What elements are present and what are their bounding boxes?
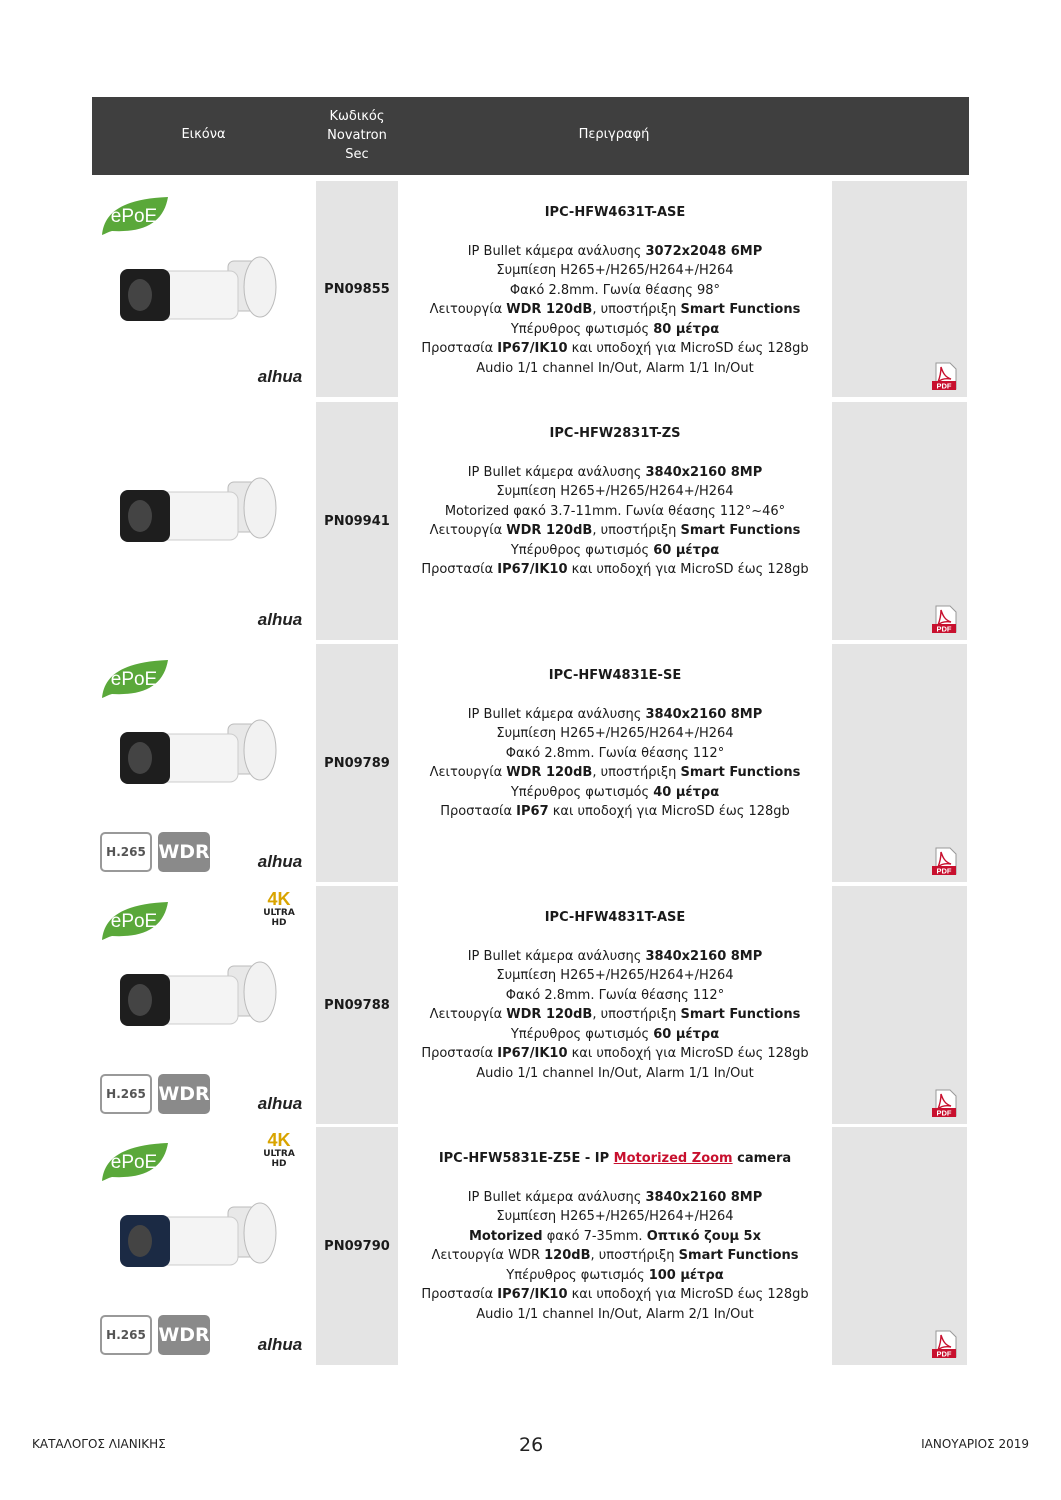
spec-segment: και υποδοχή για MicroSD έως 128gb — [567, 341, 809, 356]
spec-line — [402, 763, 828, 783]
spec-segment: Υπέρυθρος φωτισμός — [510, 1026, 654, 1042]
product-row — [92, 181, 969, 397]
header-code — [315, 107, 399, 164]
spec-line — [402, 966, 828, 986]
spec-line — [402, 1246, 828, 1266]
svg-text:PDF: PDF — [936, 381, 952, 391]
pdf-icon[interactable] — [929, 1329, 959, 1359]
ultra-hd-label: ULTRA HD — [263, 908, 295, 928]
header-description: Περιγραφή — [578, 127, 650, 142]
header-code-line1: Κωδικός — [329, 109, 385, 124]
spec-segment: WDR 120dB — [506, 765, 593, 780]
wdr-label: WDR — [158, 1083, 210, 1105]
model-name: IPC-HFW4831E-SE — [548, 668, 682, 683]
4k-label: 4K — [267, 889, 291, 909]
wdr-label: WDR — [158, 841, 210, 863]
table-header — [92, 97, 969, 175]
bullet-camera-icon — [110, 702, 290, 812]
spec-line — [402, 502, 828, 522]
h265-badge — [100, 1315, 152, 1355]
spec-segment: Προστασία — [421, 562, 498, 577]
spec-line — [402, 300, 828, 320]
product-code: PN09788 — [316, 886, 398, 1124]
spec-segment: Υπέρυθρος φωτισμός — [510, 784, 654, 800]
spec-segment: Συμπίεση H265+/H265/H264+/H264 — [496, 968, 734, 983]
product-description — [402, 644, 828, 882]
product-description — [402, 886, 828, 1124]
spec-segment: 3072x2048 6MP — [645, 243, 763, 259]
spec-line — [402, 1188, 828, 1208]
svg-text:ePoE: ePoE — [110, 911, 158, 932]
pdf-icon[interactable] — [929, 604, 959, 634]
spec-line — [402, 1064, 828, 1084]
spec-segment: φακό 7-35mm. — [542, 1228, 647, 1244]
spec-line — [402, 541, 828, 561]
spec-segment: Motorized — [468, 1228, 543, 1244]
epoe-leaf-icon — [98, 896, 172, 944]
spec-segment: Προστασία — [421, 1287, 498, 1302]
dahua-logo-text: alhua — [257, 1335, 303, 1354]
spec-segment: και υποδοχή για MicroSD έως 128gb — [567, 1287, 809, 1302]
spec-segment: Λειτουργία — [429, 765, 507, 780]
spec-segment: Audio 1/1 channel In/Out, Alarm 2/1 In/Out — [476, 1306, 754, 1322]
footer-page-number: 26 — [519, 1434, 544, 1456]
4k-label: 4K — [267, 1130, 291, 1150]
product-image-cell — [92, 181, 315, 397]
bullet-camera-icon — [110, 944, 290, 1054]
dahua-logo-text: alhua — [257, 610, 303, 629]
product-row — [92, 886, 969, 1124]
product-model — [402, 908, 828, 928]
dahua-logo-text: alhua — [257, 1094, 303, 1113]
spec-segment: Smart Functions — [678, 1248, 799, 1263]
header-code-line2: Novatron — [327, 128, 387, 143]
h265-label: H.265 — [106, 845, 146, 859]
spec-segment: 60 μέτρα — [653, 1026, 720, 1042]
spec-line — [402, 802, 828, 822]
pdf-icon[interactable] — [929, 846, 959, 876]
spec-line — [402, 1207, 828, 1227]
epoe-leaf-icon — [98, 1137, 172, 1185]
spec-segment: 40 μέτρα — [653, 784, 720, 800]
spec-line — [402, 1266, 828, 1286]
motorized-zoom-link[interactable]: Motorized Zoom — [613, 1151, 733, 1166]
spec-segment: Οπτικό ζουμ 5x — [646, 1228, 761, 1244]
product-model — [402, 1149, 828, 1169]
spec-segment: IP Bullet κάμερα ανάλυσης — [467, 706, 646, 722]
spec-line — [402, 463, 828, 483]
svg-text:ePoE: ePoE — [110, 1152, 158, 1173]
spec-line — [402, 744, 828, 764]
spec-segment: Συμπίεση H265+/H265/H264+/H264 — [496, 726, 734, 741]
spec-segment: Συμπίεση H265+/H265/H264+/H264 — [496, 1209, 734, 1224]
spec-line — [402, 521, 828, 541]
model-suffix: camera — [732, 1151, 792, 1166]
product-description — [402, 402, 828, 640]
spec-segment: Προστασία — [421, 341, 498, 356]
spec-segment: Φακό 2.8mm. Γωνία θέασης 98° — [509, 282, 721, 298]
spec-segment: Λειτουργία — [429, 1007, 507, 1022]
dahua-logo — [251, 1094, 309, 1116]
spec-line — [402, 705, 828, 725]
spec-line — [402, 1025, 828, 1045]
datasheet-cell — [832, 644, 967, 882]
product-image-cell — [92, 644, 315, 882]
spec-segment: 60 μέτρα — [653, 542, 720, 558]
dahua-logo — [251, 610, 309, 632]
h265-label: H.265 — [106, 1328, 146, 1342]
product-image-cell — [92, 1127, 315, 1365]
product-description — [402, 1127, 828, 1365]
header-code-line3: Sec — [345, 147, 369, 162]
spec-line — [402, 281, 828, 301]
spec-segment: IP67/IK10 — [497, 1287, 568, 1302]
ultra-hd-label: ULTRA HD — [263, 1149, 295, 1169]
wdr-label: WDR — [158, 1324, 210, 1346]
dahua-logo-text: alhua — [257, 367, 303, 386]
bullet-camera-icon — [110, 239, 290, 349]
bullet-camera-icon — [110, 1185, 290, 1295]
pdf-icon[interactable] — [929, 361, 959, 391]
spec-segment: και υποδοχή για MicroSD έως 128gb — [567, 1046, 809, 1061]
spec-segment: IP Bullet κάμερα ανάλυσης — [467, 1189, 646, 1205]
spec-segment: , υποστήριξη — [592, 765, 681, 780]
spec-line — [402, 560, 828, 580]
spec-segment: IP67 — [516, 804, 549, 819]
spec-segment: IP67/IK10 — [497, 562, 568, 577]
spec-line — [402, 482, 828, 502]
spec-segment: Λειτουργία — [429, 302, 507, 317]
spec-line — [402, 261, 828, 281]
h265-badge — [100, 832, 152, 872]
model-name: IPC-HFW2831T-ZS — [549, 426, 681, 441]
wdr-badge — [158, 1074, 210, 1114]
spec-segment: IP Bullet κάμερα ανάλυσης — [467, 948, 646, 964]
footer-right: ΙΑΝΟΥΑΡΙΟΣ 2019 — [921, 1437, 1029, 1451]
datasheet-cell — [832, 1127, 967, 1365]
svg-text:PDF: PDF — [936, 1349, 952, 1359]
product-row — [92, 402, 969, 640]
spec-segment: 3840x2160 8MP — [645, 464, 763, 480]
spec-segment: Υπέρυθρος φωτισμός — [510, 321, 654, 337]
spec-line — [402, 1285, 828, 1305]
spec-segment: , υποστήριξη — [592, 302, 681, 317]
epoe-leaf-icon — [98, 654, 172, 702]
product-model — [402, 424, 828, 444]
spec-segment: και υποδοχή για MicroSD έως 128gb — [548, 804, 790, 819]
wdr-badge — [158, 832, 210, 872]
spec-line — [402, 242, 828, 262]
dahua-logo — [251, 1335, 309, 1357]
spec-segment: Συμπίεση H265+/H265/H264+/H264 — [496, 263, 734, 278]
svg-text:ePoE: ePoE — [110, 206, 158, 227]
product-code: PN09789 — [316, 644, 398, 882]
epoe-leaf-icon — [98, 191, 172, 239]
spec-segment: Φακό 2.8mm. Γωνία θέασης 112° — [505, 987, 725, 1003]
spec-segment: Υπέρυθρος φωτισμός — [510, 542, 654, 558]
spec-line — [402, 1227, 828, 1247]
spec-segment: Προστασία — [440, 804, 517, 819]
spec-segment: 3840x2160 8MP — [645, 706, 763, 722]
datasheet-cell — [832, 886, 967, 1124]
product-model — [402, 203, 828, 223]
spec-segment: Υπέρυθρος φωτισμός — [506, 1267, 649, 1283]
spec-line — [402, 1005, 828, 1025]
svg-text:PDF: PDF — [936, 866, 952, 876]
datasheet-cell — [832, 181, 967, 397]
spec-segment: , υποστήριξη — [592, 1007, 681, 1022]
pdf-icon[interactable] — [929, 1088, 959, 1118]
spec-segment: IP67/IK10 — [497, 341, 568, 356]
model-name: IPC-HFW4631T-ASE — [544, 205, 686, 220]
dahua-logo — [251, 852, 309, 874]
spec-segment: Φακό 2.8mm. Γωνία θέασης 112° — [505, 745, 725, 761]
spec-segment: Συμπίεση H265+/H265/H264+/H264 — [496, 484, 734, 499]
4k-ultra-hd-icon — [257, 889, 301, 928]
product-description — [402, 181, 828, 397]
spec-segment: Smart Functions — [680, 1007, 801, 1022]
svg-text:PDF: PDF — [936, 1108, 952, 1118]
4k-ultra-hd-icon — [257, 1130, 301, 1169]
spec-segment: Audio 1/1 channel In/Out, Alarm 1/1 In/Out — [476, 1065, 754, 1081]
spec-line — [402, 783, 828, 803]
spec-segment: WDR 120dB — [506, 523, 593, 538]
spec-line — [402, 986, 828, 1006]
product-image-cell — [92, 402, 315, 640]
spec-segment: Προστασία — [421, 1046, 498, 1061]
product-row — [92, 644, 969, 882]
product-code: PN09941 — [316, 402, 398, 640]
spec-segment: IP Bullet κάμερα ανάλυσης — [467, 243, 646, 259]
spec-segment: , υποστήριξη — [592, 523, 681, 538]
spec-segment: IP67/IK10 — [497, 1046, 568, 1061]
spec-segment: 3840x2160 8MP — [645, 948, 763, 964]
spec-line — [402, 1305, 828, 1325]
svg-text:ePoE: ePoE — [110, 669, 158, 690]
product-code: PN09790 — [316, 1127, 398, 1365]
dahua-logo-text: alhua — [257, 852, 303, 871]
bullet-camera-icon — [110, 460, 290, 570]
spec-line — [402, 1044, 828, 1064]
spec-line — [402, 339, 828, 359]
spec-segment: Motorized φακό 3.7-11mm. Γωνία θέασης 112°~46° — [444, 503, 786, 519]
product-model — [402, 666, 828, 686]
spec-segment: Smart Functions — [680, 302, 801, 317]
spec-segment: 80 μέτρα — [653, 321, 720, 337]
model-name: IPC-HFW5831E-Z5E - IP — [438, 1151, 614, 1166]
spec-segment: 100 μέτρα — [648, 1267, 724, 1283]
spec-segment: WDR 120dB — [506, 302, 593, 317]
spec-line — [402, 359, 828, 379]
spec-segment: 3840x2160 8MP — [645, 1189, 763, 1205]
spec-segment: Audio 1/1 channel In/Out, Alarm 1/1 In/Out — [476, 360, 754, 376]
header-image: Εικόνα — [181, 127, 226, 142]
product-image-cell — [92, 886, 315, 1124]
datasheet-cell — [832, 402, 967, 640]
wdr-badge — [158, 1315, 210, 1355]
spec-line — [402, 724, 828, 744]
spec-segment: , υποστήριξη — [590, 1248, 679, 1263]
spec-segment: και υποδοχή για MicroSD έως 128gb — [567, 562, 809, 577]
spec-line — [402, 947, 828, 967]
spec-segment: IP Bullet κάμερα ανάλυσης — [467, 464, 646, 480]
model-name: IPC-HFW4831T-ASE — [544, 910, 686, 925]
spec-line — [402, 320, 828, 340]
h265-badge — [100, 1074, 152, 1114]
h265-label: H.265 — [106, 1087, 146, 1101]
dahua-logo — [251, 367, 309, 389]
product-code: PN09855 — [316, 181, 398, 397]
product-row — [92, 1127, 969, 1365]
footer-left: ΚΑΤΑΛΟΓΟΣ ΛΙΑΝΙΚΗΣ — [32, 1437, 166, 1451]
spec-segment: Smart Functions — [680, 523, 801, 538]
svg-text:PDF: PDF — [936, 624, 952, 634]
spec-segment: 120dB — [544, 1248, 591, 1263]
spec-segment: Λειτουργία — [429, 523, 507, 538]
spec-segment: Λειτουργία WDR — [431, 1248, 545, 1263]
spec-segment: WDR 120dB — [506, 1007, 593, 1022]
spec-segment: Smart Functions — [680, 765, 801, 780]
